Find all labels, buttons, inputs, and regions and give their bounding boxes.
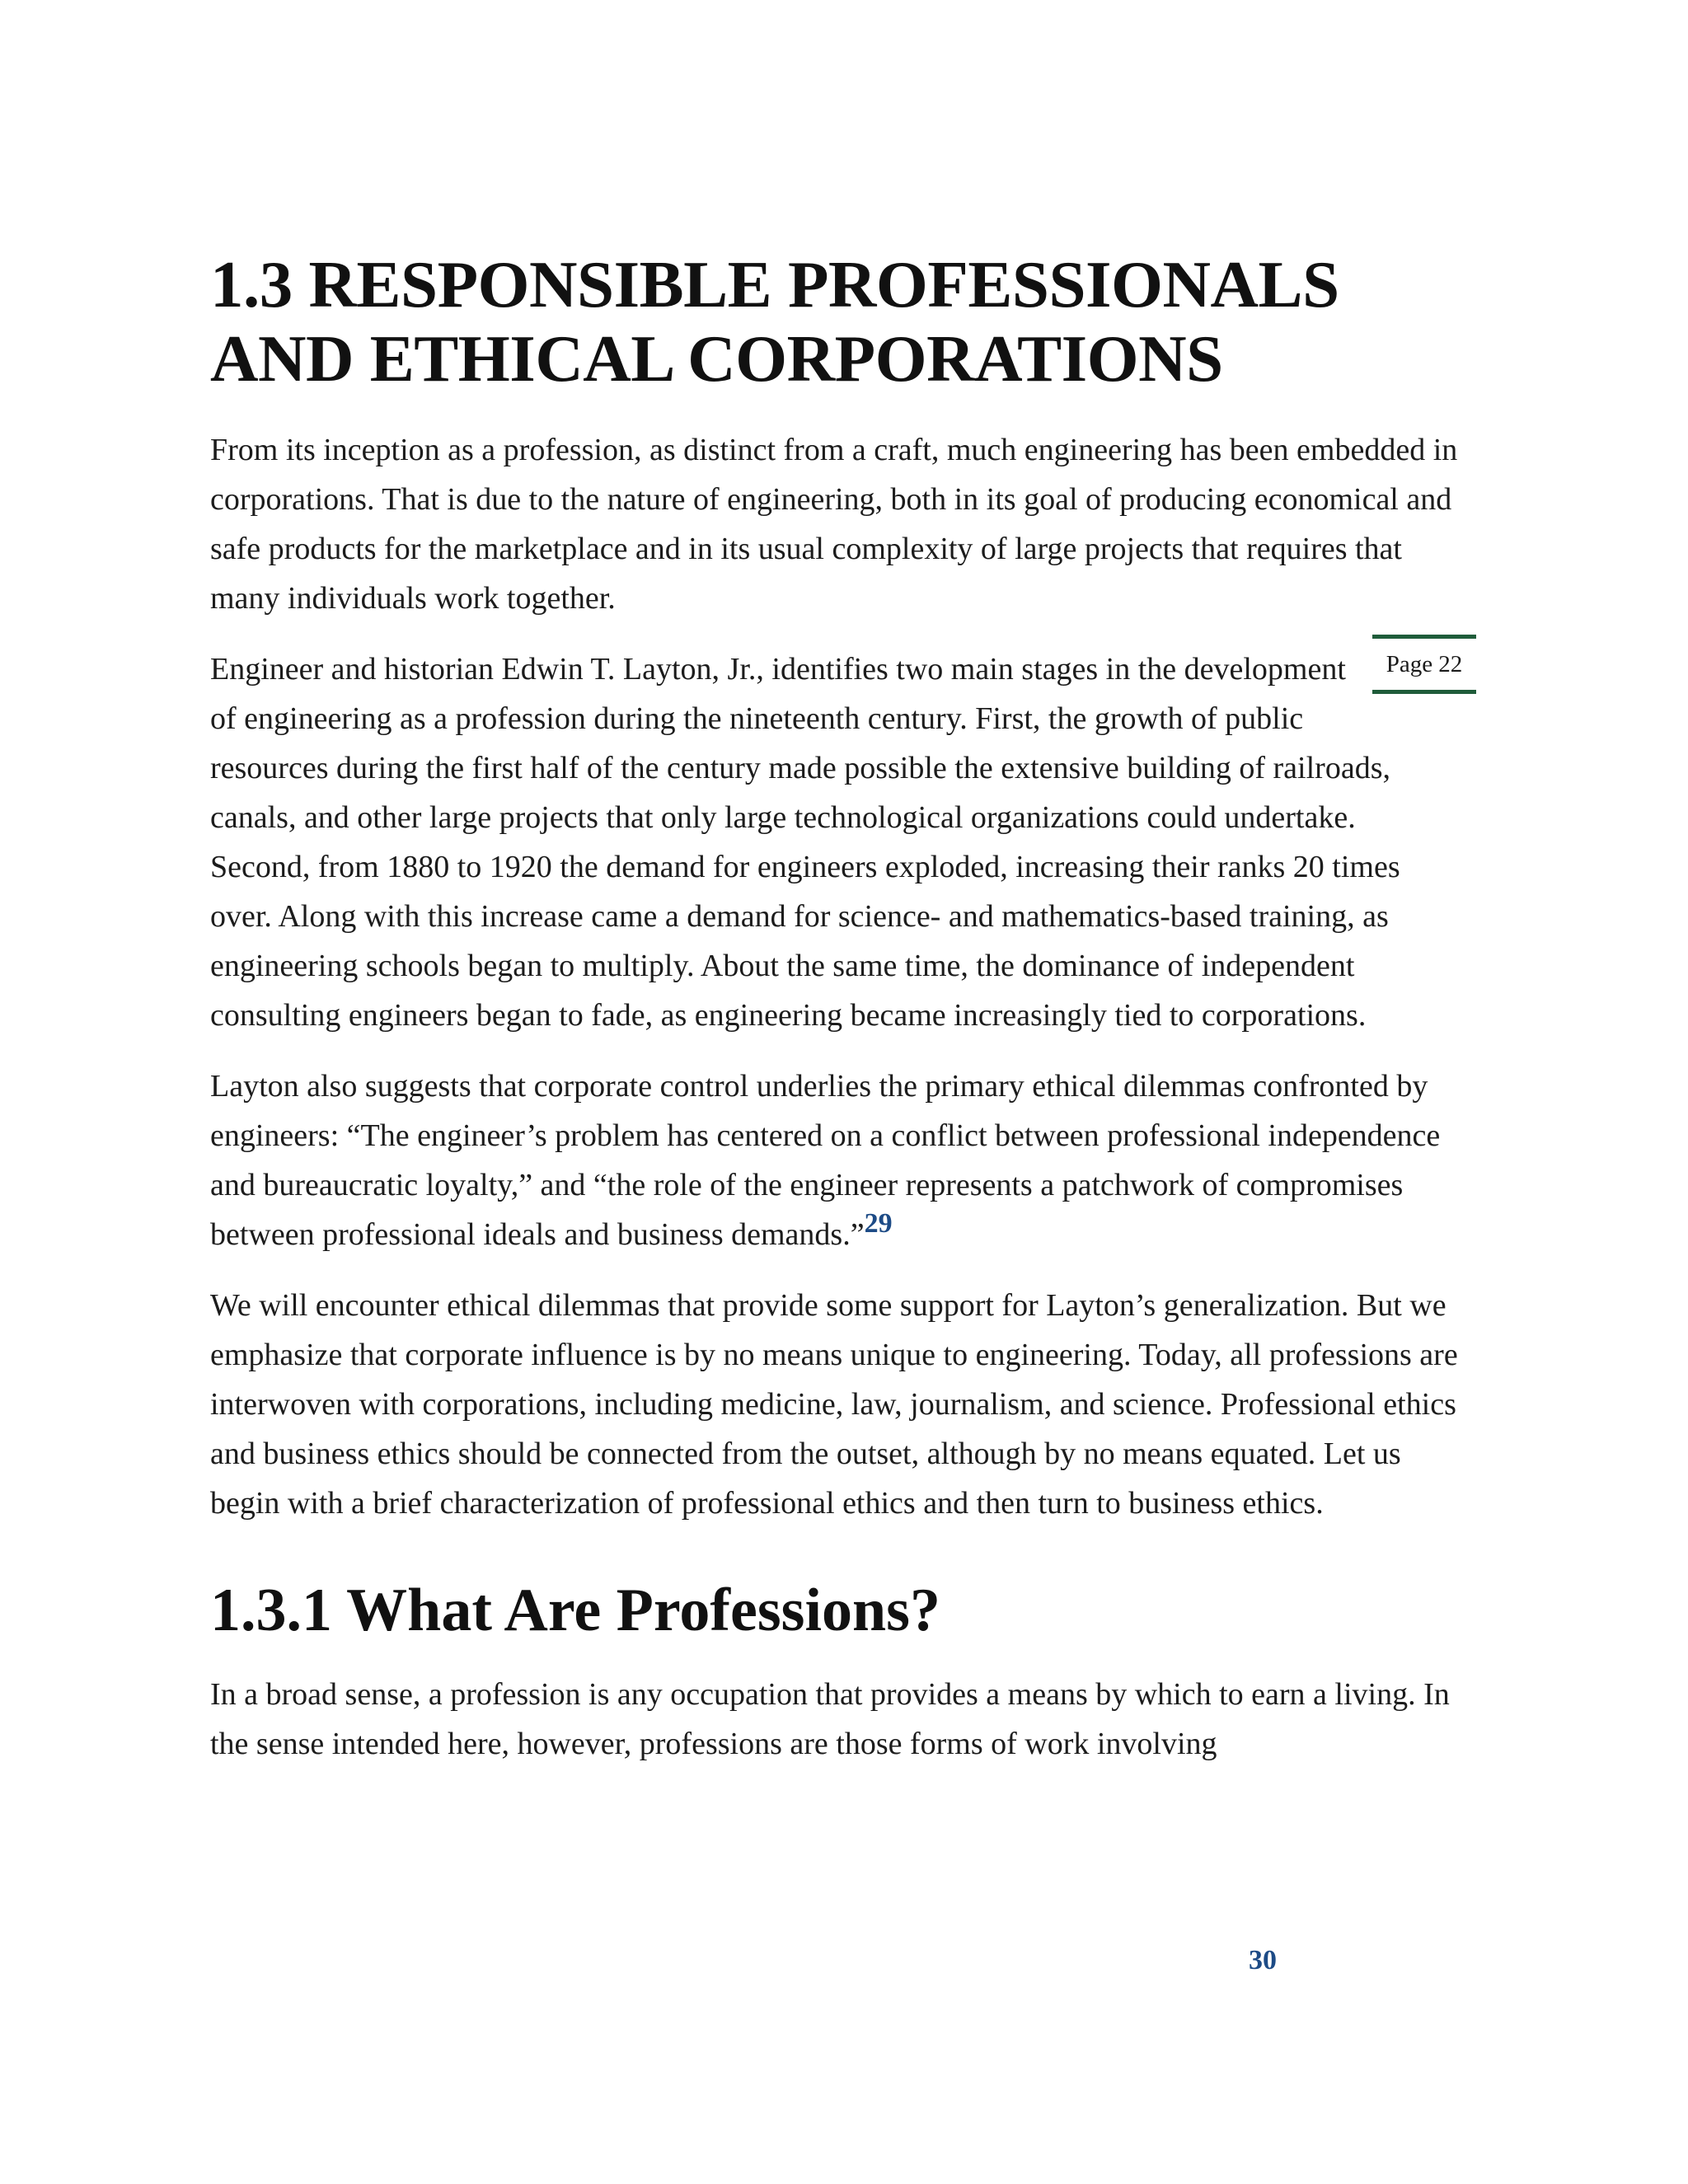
paragraph-5: In a broad sense, a profession is any occupation that provides a means by which to earn a living. In the sense intended here, however, professions are those forms of work involving xyxy=(210,1677,1450,1761)
paragraph-2-container xyxy=(210,644,1463,1040)
paragraph-2: Engineer and historian Edwin T. Layton, Jr., identifies two main stages in the development of engineering as a profession during the nineteenth century. First, the growth of public resources during the first half of the century made possible the extensive building of railroads, canals, and other large projects that only large technological organizations could undertake. Second, from 1880 to 1920 the demand for engineers exploded, increasing their ranks 20 times over. Along with this increase came a demand for science- and mathematics-based training, as engineering schools began to multiply. About the same time, the dominance of independent consulting engineers began to fade, as engineering became increasingly tied to corporations. xyxy=(210,652,1400,1033)
footnote-link-29[interactable]: 29 xyxy=(864,1208,893,1239)
page-content xyxy=(210,247,1463,1790)
page-marker: Page 22 xyxy=(1372,635,1476,694)
footnote-link-30[interactable]: 30 xyxy=(1249,1945,1277,1975)
section-title-line2: AND ETHICAL CORPORATIONS xyxy=(210,321,1223,396)
paragraph-3: Layton also suggests that corporate control underlies the primary ethical dilemmas confronted by engineers: “The engineer’s problem has centered on a conflict between professional independence and bureaucratic loyalty,” and “the role of the engineer represents a patchwork of compromises between professional ideals and business demands.” xyxy=(210,1069,1441,1252)
paragraph-1: From its inception as a profession, as distinct from a craft, much engineering has been embedded in corporations. That is due to the nature of engineering, both in its goal of producing economical and safe products for the marketplace and in its usual complexity of large projects that requires that many individuals work together. xyxy=(210,433,1458,616)
paragraph-3-container xyxy=(210,1062,1463,1259)
section-title-line1: 1.3 RESPONSIBLE PROFESSIONALS xyxy=(210,247,1339,321)
section-title xyxy=(210,247,1463,396)
subsection-title: 1.3.1 What Are Professions? xyxy=(210,1577,940,1644)
paragraph-4: We will encounter ethical dilemmas that provide some support for Layton’s generalization. But we emphasize that corporate influence is by no means unique to engineering. Today, all professions are interwoven with corporations, including medicine, law, journalism, and science. Professional ethics and business ethics should be connected from the outset, although by no means equated. Let us begin with a brief characterization of professional ethics and then turn to business ethics. xyxy=(210,1288,1458,1521)
